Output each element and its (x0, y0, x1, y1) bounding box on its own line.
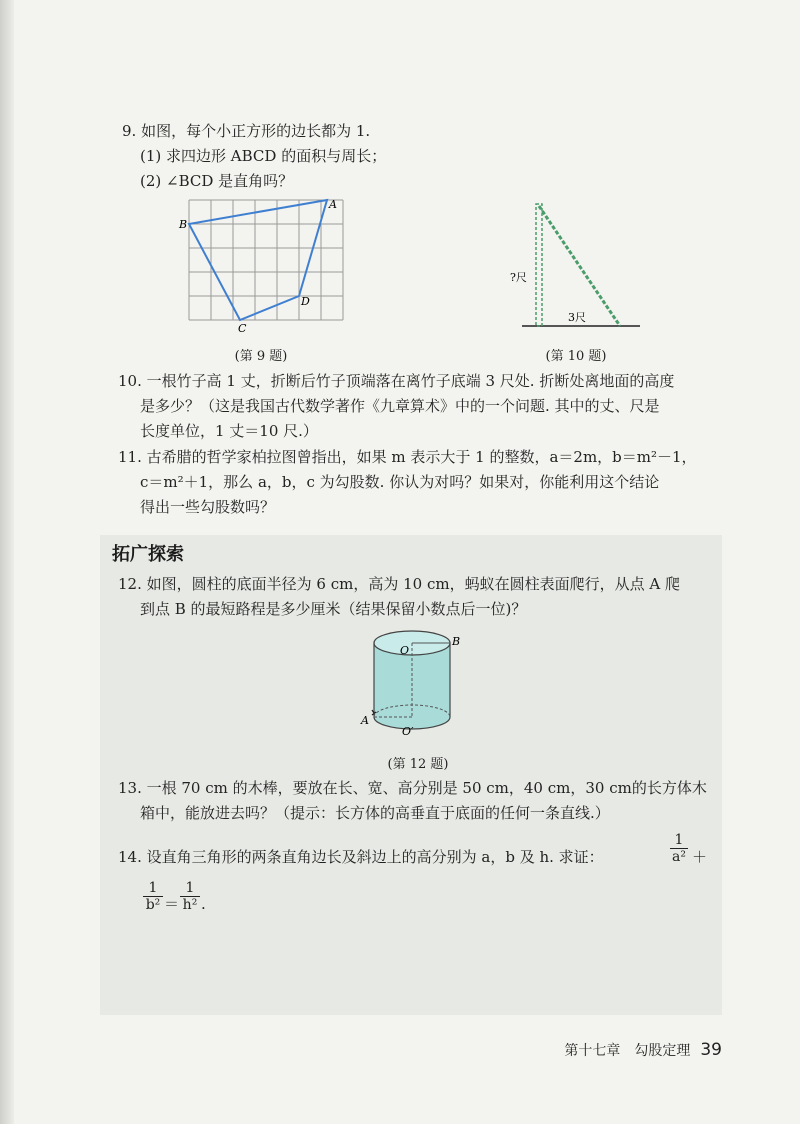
q11-line3: 得出一些勾股数吗？ (140, 498, 276, 516)
caption-fig12: (第 12 题) (387, 757, 449, 772)
frac3-denominator: h² (180, 896, 200, 913)
label-A-fig12: A (361, 714, 369, 727)
figure-9-grid (176, 192, 356, 337)
q11-line2: c＝m²＋1，那么 a，b，c 为勾股数. 你认为对吗？如果对，你能利用这个结论 (140, 473, 660, 491)
q14-end: . (201, 895, 206, 913)
label-O-prime: O′ (402, 725, 414, 738)
page-edge (0, 0, 14, 1124)
figure-10-bamboo (508, 196, 648, 336)
q14-line1: 14. 设直角三角形的两条直角边长及斜边上的高分别为 a，b 及 h. 求证： (118, 848, 604, 866)
broken-bamboo (539, 206, 620, 326)
q9-line2: (1) 求四边形 ABCD 的面积与周长； (140, 147, 387, 165)
q9-line1: 9. 如图，每个小正方形的边长都为 1. (122, 122, 371, 140)
caption-fig10: (第 10 题) (545, 349, 607, 364)
q11-line1: 11. 古希腊的哲学家柏拉图曾指出，如果 m 表示大于 1 的整数，a＝2m，b＝m²－1， (118, 448, 697, 466)
label-O: O (400, 644, 410, 657)
q12-line2: 到点 B 的最短路程是多少厘米（结果保留小数点后一位)？ (140, 600, 527, 618)
frac1-numerator: 1 (674, 832, 684, 848)
q13-line2: 箱中，能放进去吗？（提示：长方体的高垂直于底面的任何一条直线.） (140, 804, 610, 822)
label-A: A (329, 198, 337, 211)
q10-line1: 10. 一根竹子高 1 丈，折断后竹子顶端落在离竹子底端 3 尺处. 折断处离地面的高度 (118, 372, 675, 390)
q10-line2: 是多少？（这是我国古代数学著作《九章算术》中的一个问题. 其中的丈、尺是 (140, 397, 660, 415)
q13-line1: 13. 一根 70 cm 的木棒，要放在长、宽、高分别是 50 cm，40 cm，30 cm的长方体木 (118, 779, 707, 797)
q12-line1: 12. 如图，圆柱的底面半径为 6 cm，高为 10 cm，蚂蚁在圆柱表面爬行，从点 A 爬 (118, 575, 680, 593)
label-B-fig12: B (452, 635, 461, 648)
frac1-denominator: a² (670, 848, 688, 865)
fraction-1-over-h2 (180, 880, 200, 913)
q14-plus: ＋ (692, 848, 708, 866)
frac3-numerator: 1 (185, 880, 195, 896)
q14-equals: ＝ (164, 895, 180, 913)
grid-lines (189, 200, 343, 320)
height-label: ?尺 (510, 271, 527, 284)
figure-12-cylinder (360, 625, 470, 750)
chapter-title: 第十七章 勾股定理 (564, 1043, 691, 1059)
q10-line3: 长度单位，1 丈＝10 尺.） (140, 422, 318, 440)
fraction-1-over-a2 (670, 832, 688, 865)
page-number: 39 (700, 1040, 722, 1060)
bamboo-stalk (536, 204, 542, 326)
page-footer (564, 1040, 722, 1060)
fraction-1-over-b2 (143, 880, 163, 913)
frac2-denominator: b² (143, 896, 163, 913)
base-label: 3尺 (568, 311, 586, 324)
frac2-numerator: 1 (148, 880, 158, 896)
label-C: C (238, 322, 247, 335)
label-D: D (301, 295, 310, 308)
label-B: B (179, 218, 188, 231)
caption-fig9: (第 9 题) (234, 349, 288, 364)
section-title: 拓广探索 (112, 544, 184, 565)
q9-line3: (2) ∠BCD 是直角吗？ (140, 172, 294, 190)
